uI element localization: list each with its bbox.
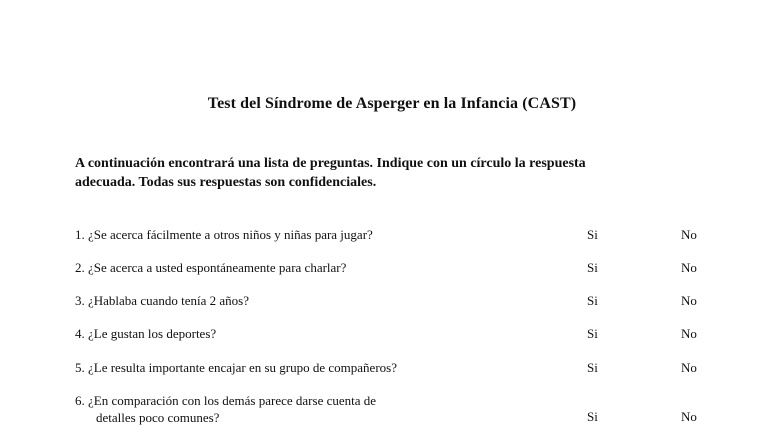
instructions-paragraph [75, 154, 715, 192]
answer-no-option[interactable]: No [681, 360, 697, 375]
answer-yes-option[interactable]: Si [587, 293, 598, 308]
question-text [75, 226, 373, 243]
question-number: 3. [75, 293, 85, 308]
question-text [75, 325, 216, 342]
answer-yes-option[interactable]: Si [587, 409, 598, 424]
question-text [75, 392, 376, 426]
instructions-line-2: adecuada. Todas sus respuestas son confidenciales. [75, 175, 377, 190]
answer-no-option[interactable]: No [681, 293, 697, 308]
instructions-line-1: A continuación encontrará una lista de preguntas. Indique con un círculo la respuesta [75, 156, 586, 171]
answer-no-option[interactable]: No [681, 409, 697, 424]
question-row-1 [75, 226, 755, 246]
answer-no-option[interactable]: No [681, 260, 697, 275]
document-title: Test del Síndrome de Asperger en la Infancia (CAST) [207, 95, 577, 112]
question-line: ¿Se acerca fácilmente a otros niños y niñas para jugar? [88, 227, 373, 242]
answer-yes-option[interactable]: Si [587, 260, 598, 275]
question-line: ¿En comparación con los demás parece darse cuenta de [88, 393, 377, 408]
question-number: 4. [75, 326, 85, 341]
question-line: ¿Le resulta importante encajar en su grupo de compañeros? [88, 360, 397, 375]
question-line-continued: detalles poco comunes? [96, 410, 220, 425]
question-line: ¿Hablaba cuando tenía 2 años? [88, 293, 249, 308]
question-number: 1. [75, 227, 85, 242]
question-line: ¿Se acerca a usted espontáneamente para charlar? [88, 260, 347, 275]
question-row-2 [75, 259, 755, 279]
answer-yes-option[interactable]: Si [587, 360, 598, 375]
question-text [75, 259, 346, 276]
answer-yes-option[interactable]: Si [587, 227, 598, 242]
question-number: 2. [75, 260, 85, 275]
question-number: 5. [75, 360, 85, 375]
question-text [75, 292, 249, 309]
question-row-5 [75, 359, 755, 379]
question-row-6 [75, 392, 755, 432]
question-row-3 [75, 292, 755, 312]
answer-no-option[interactable]: No [681, 326, 697, 341]
question-number: 6. [75, 393, 85, 408]
question-text [75, 359, 397, 376]
answer-yes-option[interactable]: Si [587, 326, 598, 341]
answer-no-option[interactable]: No [681, 227, 697, 242]
question-row-4 [75, 325, 755, 345]
question-line: ¿Le gustan los deportes? [88, 326, 217, 341]
